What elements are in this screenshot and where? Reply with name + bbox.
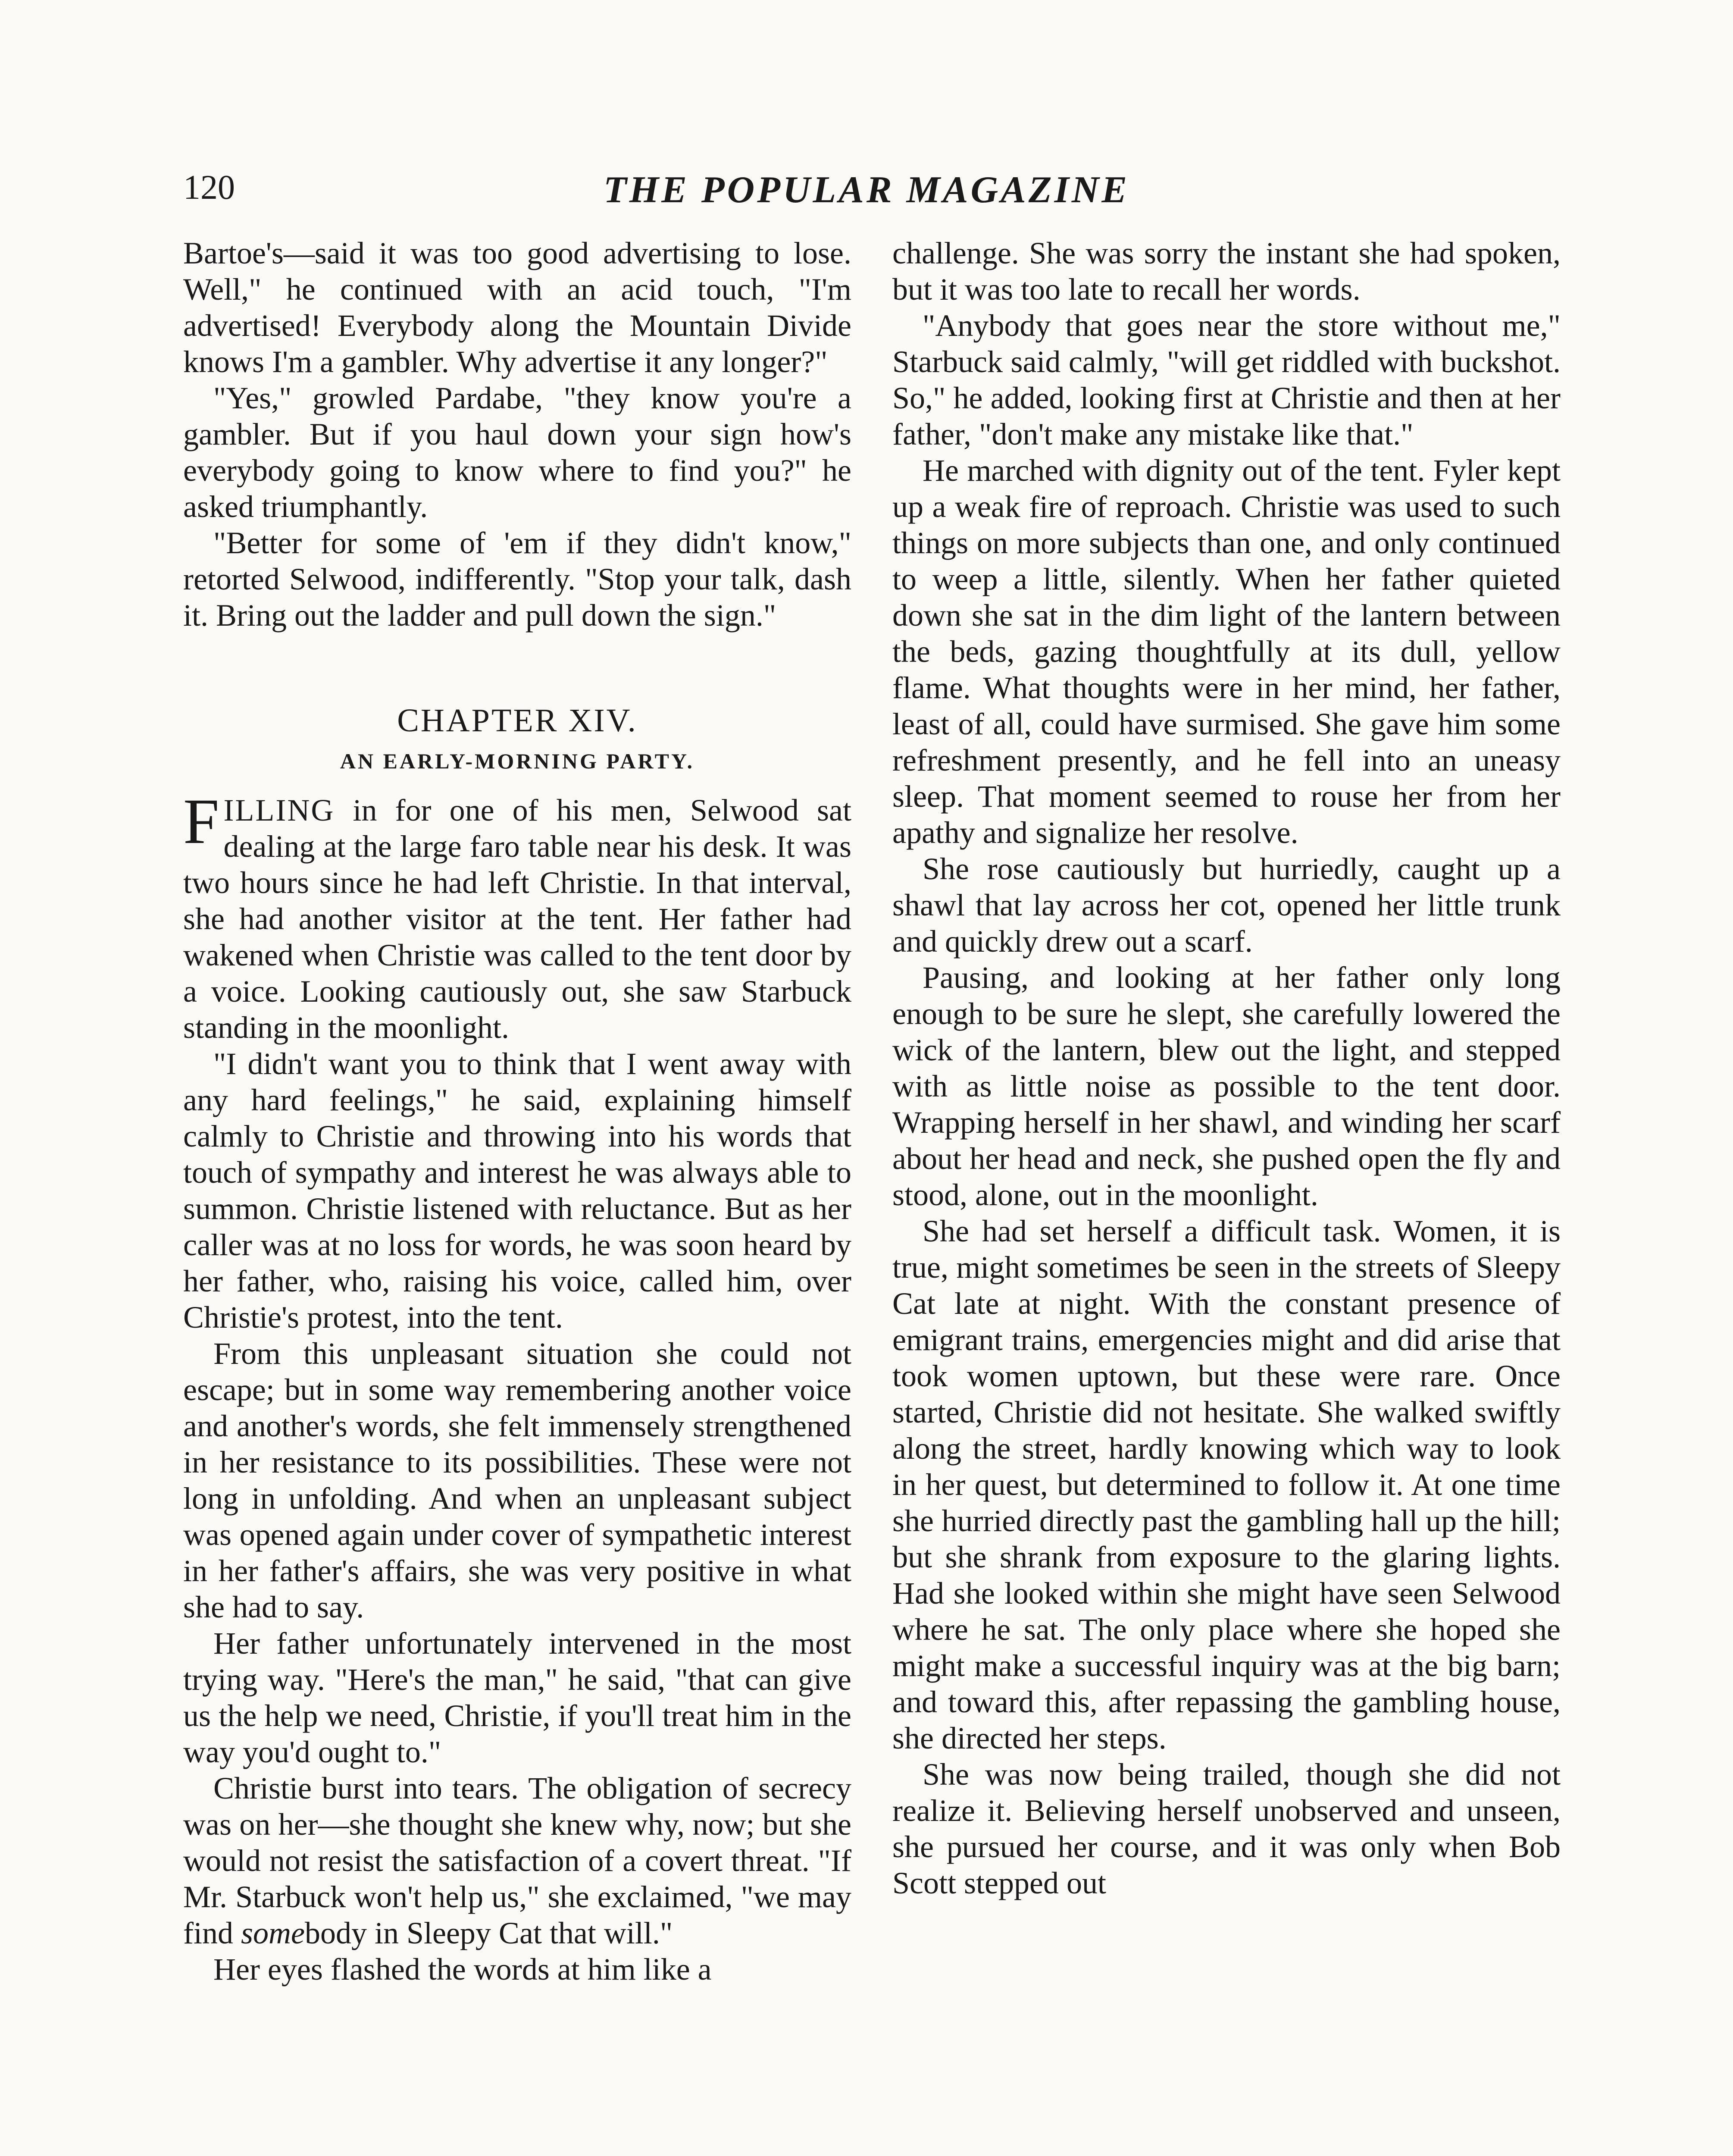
paragraph-text: in for one of his men, Selwood sat dealing at the large faro table near his desk. It was two hours since he had left Christie. In that interval, she had another visitor at the tent. Her father had wakened when Christie was called to the tent door by a voice. Looking cautiously out, she saw Starbuck standing in the moonlight.	[183, 793, 851, 1045]
emphasis-text: some	[241, 1916, 305, 1950]
paragraph: "I didn't want you to think that I went away with any hard feelings," he said, explaining himself calmly to Christie and throwing into his words that touch of sympathy and interest he was always able to summon. Christie listened with reluctance. But as her caller was at no loss for words, he was soon heard by her father, who, raising his voice, called him, over Christie's protest, into the tent.	[183, 1047, 851, 1335]
paragraph-text: body in Sleepy Cat that will."	[304, 1916, 673, 1950]
paragraph: She was now being trailed, though she did not realize it. Believing herself unobserved and unseen, she pursued her course, and it was only when Bob Scott stepped out	[892, 1757, 1561, 1900]
chapter-opening-paragraph	[183, 786, 851, 1046]
paragraph: She rose cautiously but hurriedly, caught up a shawl that lay across her cot, opened her little trunk and quickly drew out a scarf.	[892, 852, 1561, 959]
chapter-subtitle: AN EARLY-MORNING PARTY.	[340, 749, 695, 773]
right-column	[892, 235, 1561, 1901]
paragraph	[183, 1770, 851, 1951]
paragraph: "Better for some of 'em if they didn't know," retorted Selwood, indifferently. "Stop your talk, dash it. Bring out the ladder and pull down the sign."	[183, 526, 851, 633]
paragraph: Bartoe's—said it was too good advertising to lose. Well," he continued with an acid touch, "I'm advertised! Everybody along the Mountain Divide knows I'm a gambler. Why advertise it any longer?"	[183, 236, 851, 379]
paragraph: Pausing, and looking at her father only long enough to be sure he slept, she carefully lowered the wick of the lantern, blew out the light, and stepped with as little noise as possible to the tent door. Wrapping herself in her shawl, and winding her scarf about her head and neck, she pushed open the fly and stood, alone, out in the moonlight.	[892, 960, 1561, 1212]
chapter-title: CHAPTER XIV.	[397, 702, 638, 739]
paragraph: She had set herself a difficult task. Women, it is true, might sometimes be seen in the streets of Sleepy Cat late at night. With the constant presence of emigrant trains, emergencies might and did arise that took women uptown, but these were rare. Once started, Christie did not hesitate. She walked swiftly along the street, hardly knowing which way to look in her quest, but determined to follow it. At one time she hurried directly past the gambling hall up the hill; but she shrank from exposure to the glaring lights. Had she looked within she might have seen Selwood where he sat. The only place where she hoped she might make a successful inquiry was at the big barn; and toward this, after repassing the gambling house, she directed her steps.	[892, 1214, 1561, 1755]
paragraph: Her eyes flashed the words at him like a	[213, 1952, 712, 1987]
paragraph: "Anybody that goes near the store without me," Starbuck said calmly, "will get riddled with buckshot. So," he added, looking first at Christie and then at her father, "don't make any mistake like that."	[892, 308, 1561, 451]
magazine-title: THE POPULAR MAGAZINE	[604, 169, 1130, 211]
left-column	[183, 235, 851, 1987]
paragraph: "Yes," growled Pardabe, "they know you're a gambler. But if you haul down your sign how's everybody going to know where to find you?" he asked triumphantly.	[183, 381, 851, 524]
page-number: 120	[183, 169, 235, 207]
page-header	[0, 168, 1733, 216]
drop-cap: F	[183, 786, 219, 857]
paragraph: Her father unfortunately intervened in the most trying way. "Here's the man," he said, "that can give us the help we need, Christie, if you'll treat him in the way you'd ought to."	[183, 1626, 851, 1769]
lead-word: ILLING	[223, 793, 335, 827]
paragraph: From this unpleasant situation she could not escape; but in some way remembering another voice and another's words, she felt immensely strengthened in her resistance to its possibilities. These were not long in unfolding. And when an unpleasant subject was opened again under cover of sympathetic interest in her father's affairs, she was very positive in what she had to say.	[183, 1336, 851, 1624]
paragraph: He marched with dignity out of the tent. Fyler kept up a weak fire of reproach. Christie was used to such things on more subjects than one, and only continued to weep a little, silently. When her father quieted down she sat in the dim light of the lantern between the beds, gazing thoughtfully at its dull, yellow flame. What thoughts were in her mind, her father, least of all, could have surmised. She gave him some refreshment presently, and he fell into an uneasy sleep. That moment seemed to rouse her from her apathy and signalize her resolve.	[892, 453, 1561, 850]
paragraph-text: Christie burst into tears. The obligation of secrecy was on her—she thought she knew why, now; but she would not resist the satisfaction of a covert threat. "If Mr. Starbuck won't help us," she exclaimed, "we may find	[183, 1771, 851, 1950]
paragraph: challenge. She was sorry the instant she had spoken, but it was too late to recall her words.	[892, 236, 1561, 307]
